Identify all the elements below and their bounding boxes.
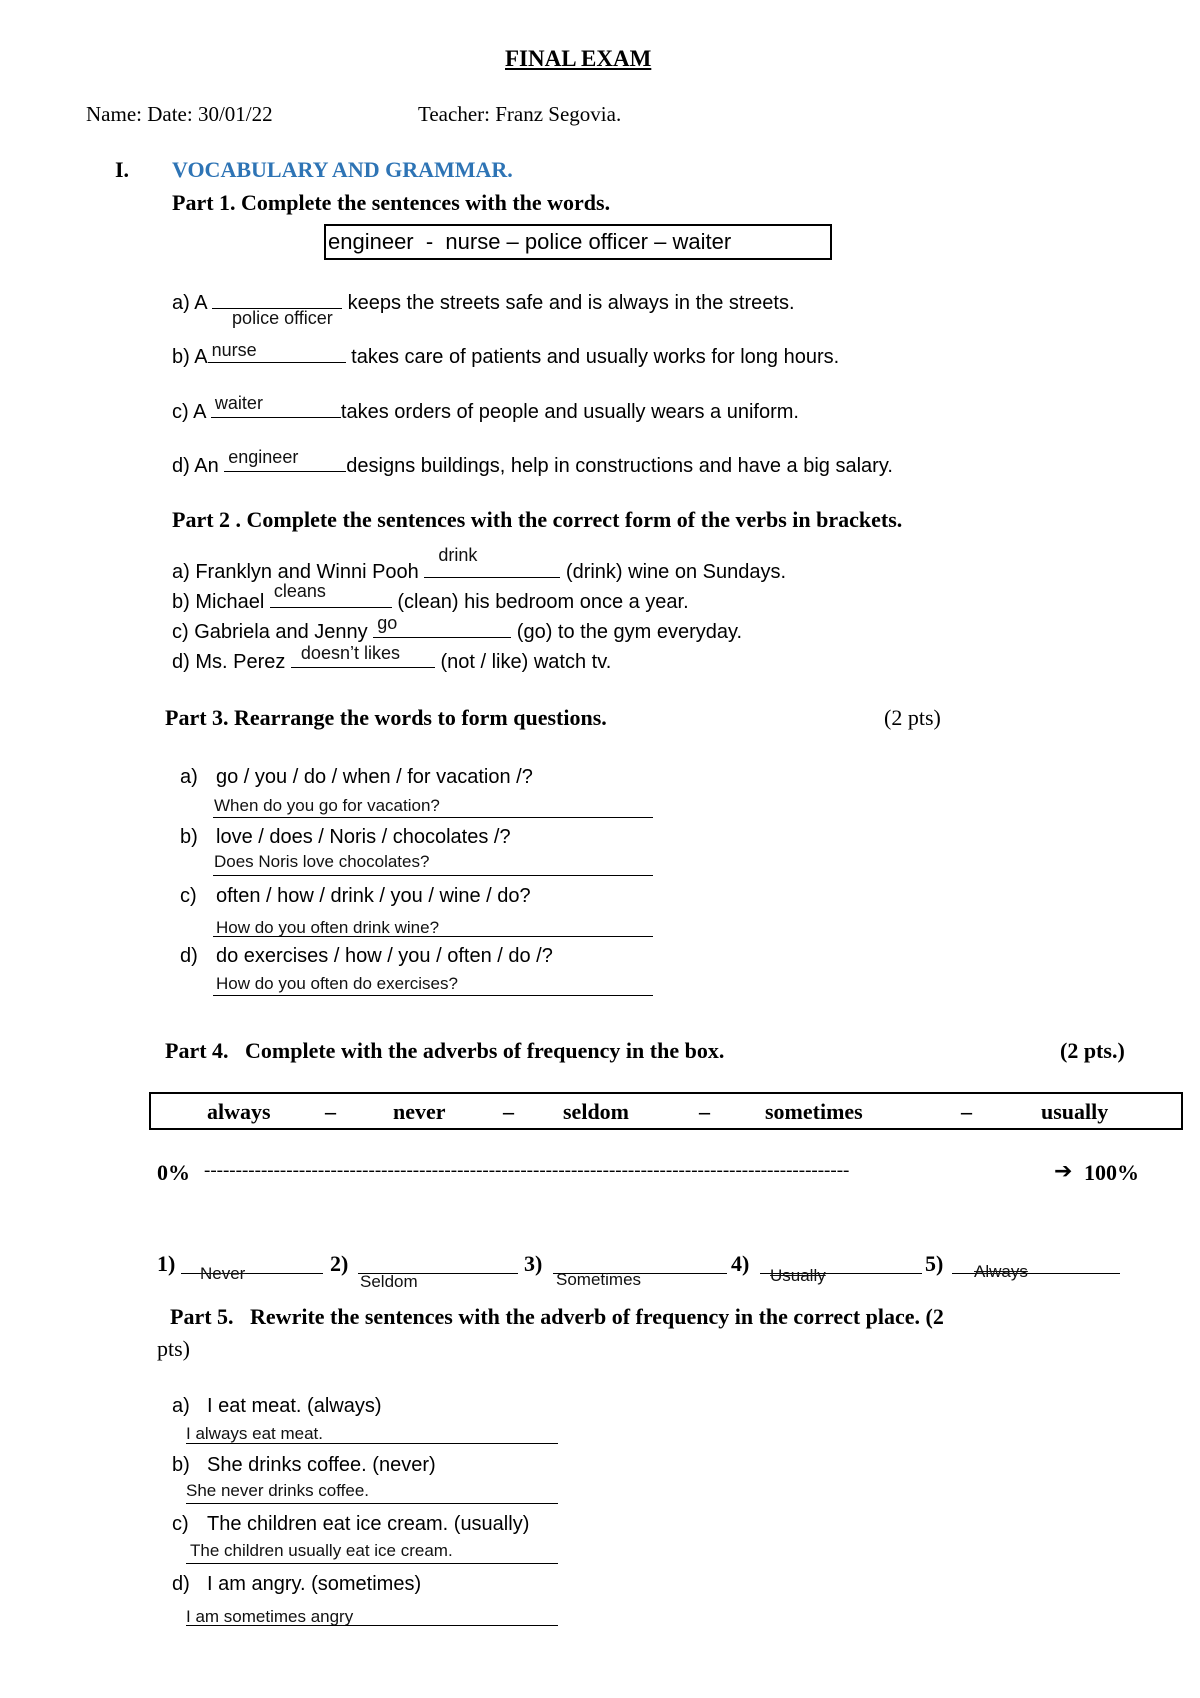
part3-item-label: a) [180,766,198,788]
adverb-separator: – [503,1099,514,1124]
part1-word-box: engineer - nurse – police officer – waiter [324,224,832,260]
part2-item-d [172,643,612,674]
part3-answer: How do you often do exercises? [216,974,458,993]
part5-answer: She never drinks coffee. [186,1481,370,1500]
part5-answer: I always eat meat. [186,1424,324,1443]
adverb-never: never [393,1099,446,1124]
part3-item-label: c) [180,885,197,907]
adverb-separator: – [961,1099,972,1124]
p4-answer: Seldom [360,1272,418,1291]
part2-answer: drink [438,545,478,565]
part5-heading-cont: pts) [157,1336,190,1361]
part5-item-prompt: The children eat ice cream. (usually) [207,1513,530,1535]
part3-answer: How do you often drink wine? [216,918,440,937]
adverb-seldom: seldom [563,1099,629,1124]
adverb-separator: – [325,1099,336,1124]
part3-points: (2 pts) [884,705,941,730]
part3-item-prompt: often / how / drink / you / wine / do? [216,885,531,907]
part5-answer: The children usually eat ice cream. [190,1541,453,1560]
adverb-usually: usually [1041,1099,1109,1124]
answer-line [213,875,653,876]
part2-answer-blank [270,581,392,608]
part1-answer-blank [212,288,342,328]
scale-end: 100% [1084,1160,1139,1185]
adverb-sometimes: sometimes [765,1099,863,1124]
part1-answer: nurse [211,340,257,360]
part1-answer: police officer [232,308,333,328]
part5-item-prompt: She drinks coffee. (never) [207,1454,436,1476]
part1-item-suffix: takes orders of people and usually wears a uniform. [340,401,799,423]
part1-heading: Part 1. Complete the sentences with the words. [172,190,611,215]
scale-start: 0% [157,1160,190,1185]
part2-item-suffix: (not / like) watch tv. [440,651,612,673]
answer-line [213,995,653,996]
part2-answer-blank [373,613,511,638]
part2-item-suffix: (clean) his bedroom once a year. [397,591,689,613]
part5-heading: Part 5. Rewrite the sentences with the adverb of frequency in the correct place. (2 [170,1304,944,1329]
part1-answer-blank [224,447,346,472]
part2-item-b [172,581,689,614]
teacher-line: Teacher: Franz Segovia. [418,102,622,126]
section-number: I. [115,157,130,182]
part1-answer: engineer [228,447,299,467]
part4-heading: Part 4. Complete with the adverbs of frequency in the box. [165,1038,725,1063]
part1-answer-blank [211,393,341,418]
part5-item-label: a) [172,1395,190,1417]
part4-adverb-box [149,1092,1183,1130]
p4-answer: Sometimes [556,1270,642,1289]
part3-item-label: d) [180,945,198,967]
part1-item-suffix: keeps the streets safe and is always in the streets. [347,292,795,314]
part3-item-prompt: go / you / do / when / for vacation /? [216,766,533,788]
part1-item-prefix: b) A [172,346,208,368]
p4-answer: Always [974,1262,1028,1281]
p4-num: 4) [731,1251,750,1276]
part2-answer: cleans [273,581,326,601]
part5-item-prompt: I am angry. (sometimes) [207,1573,422,1595]
p4-num: 5) [925,1251,944,1276]
answer-line [186,1503,558,1504]
part3-heading: Part 3. Rearrange the words to form questions. [165,705,607,730]
part1-item-a [172,288,795,328]
adverb-always: always [207,1099,271,1124]
part3-answer: Does Noris love chocolates? [214,852,430,871]
part1-item-c [172,393,799,424]
part1-item-suffix: designs buildings, help in constructions and have a big salary. [346,455,893,477]
part1-item-prefix: a) A [172,292,207,314]
part1-item-prefix: d) An [172,455,219,477]
part5-answer: I am sometimes angry [186,1607,354,1626]
answer-line [213,817,653,818]
part2-item-prefix: b) Michael [172,591,265,613]
answer-line [186,1563,558,1564]
answer-line [186,1443,558,1444]
part2-answer-blank [291,643,435,668]
part1-answer: waiter [214,393,263,413]
part2-heading: Part 2 . Complete the sentences with the correct form of the verbs in brackets. [172,507,903,532]
p4-num: 3) [524,1251,543,1276]
part2-item-c [172,613,743,644]
part2-item-suffix: (drink) wine on Sundays. [565,561,787,583]
part1-item-suffix: takes care of patients and usually works for long hours. [351,346,840,368]
part3-item-prompt: love / does / Noris / chocolates /? [216,826,511,848]
part2-answer-blank [424,545,560,578]
section-title: VOCABULARY AND GRAMMAR. [172,157,513,182]
scale-arrow-icon: ➔ [1054,1158,1073,1183]
part2-answer: go [377,613,398,633]
part5-item-label: d) [172,1573,190,1595]
answer-line [213,936,653,937]
part2-item-prefix: a) Franklyn and Winni Pooh [172,561,419,583]
name-date-line: Name: Date: 30/01/22 [86,102,273,126]
part2-item-suffix: (go) to the gym everyday. [516,621,743,643]
answer-line [186,1625,558,1626]
part3-item-prompt: do exercises / how / you / often / do /? [216,945,553,967]
part1-item-d [172,447,893,478]
page-title: FINAL EXAM [505,46,652,71]
part2-item-prefix: c) Gabriela and Jenny [172,621,368,643]
part2-item-a [172,545,787,584]
part1-item-prefix: c) A [172,401,206,423]
part2-answer: doesn’t likes [300,643,400,663]
p4-num: 1) [157,1251,176,1276]
part5-item-prompt: I eat meat. (always) [207,1395,382,1417]
part5-item-label: c) [172,1513,189,1535]
p4-answer: Never [200,1264,246,1283]
part3-answer: When do you go for vacation? [214,796,440,815]
part1-item-b [172,342,839,369]
p4-answer: Usually [770,1266,826,1285]
part5-item-label: b) [172,1454,190,1476]
p4-num: 2) [330,1251,349,1276]
part1-answer-blank [208,342,346,363]
part3-item-label: b) [180,826,198,848]
scale-dashes: ------------------------------------------------------------------------------------------------------ [204,1160,850,1181]
adverb-separator: – [699,1099,710,1124]
part2-item-prefix: d) Ms. Perez [172,651,286,673]
part4-points: (2 pts.) [1060,1038,1125,1063]
